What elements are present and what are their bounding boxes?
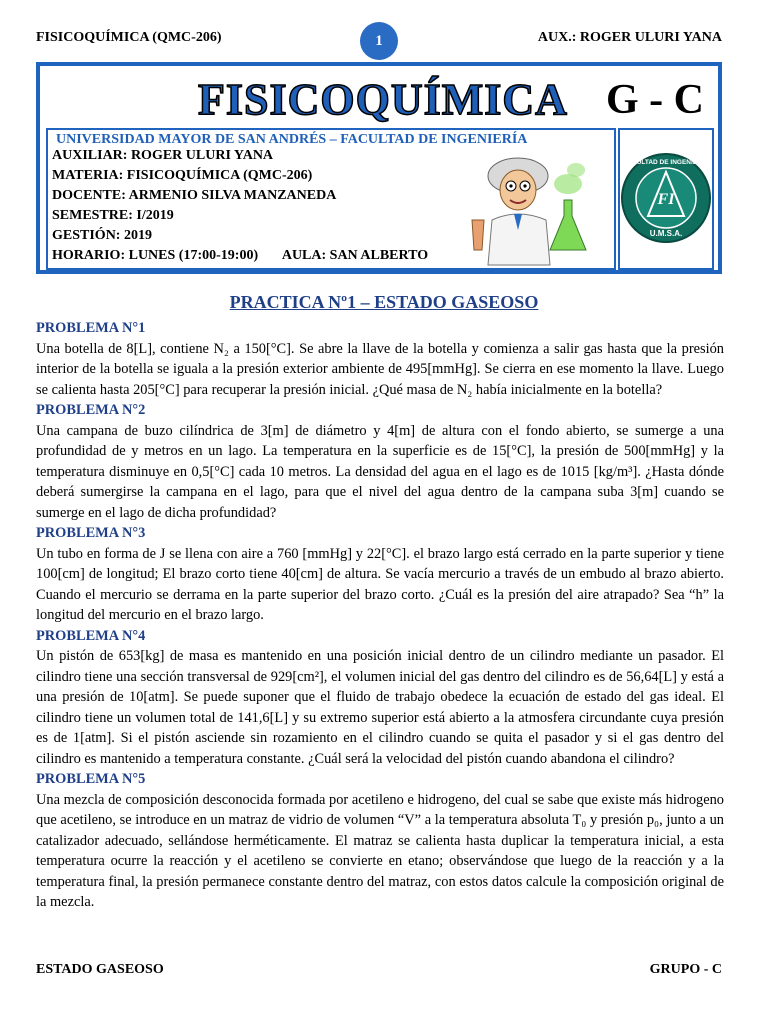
banner-group: G - C <box>606 77 704 123</box>
svg-text:FI: FI <box>657 191 675 208</box>
problems-section <box>36 318 724 913</box>
info-horario: HORARIO: LUNES (17:00-19:00) AULA: SAN ALBERTO <box>52 248 429 263</box>
problem-text: Una botella de 8[L], contiene N₂ a 150[°C]. Se abre la llave de la botella y comienza a salir gas hasta que la presión interior de la botella se iguala a la presión exterior ambiente de 495[mmHg]. Se cierra en ese momento la llave. Luego se calienta hasta 205[°C] para recuperar la presión inicial. ¿Qué masa de N₂ había inicialmente en la botella? <box>36 340 724 398</box>
info-materia: MATERIA: FISICOQUÍMICA (QMC-206) <box>52 168 313 183</box>
problem-heading: PROBLEMA N°3 <box>36 525 146 541</box>
faculty-emblem-box <box>618 128 714 270</box>
svg-text:U.M.S.A.: U.M.S.A. <box>649 229 683 238</box>
problem-text: Un pistón de 653[kg] de masa es mantenido en una posición inicial dentro de un cilindro mediante un pasador. El cilindro tiene una sección transversal de 929[cm²], el volumen inicial del gas dentro del cilindro es de 56,64[L] y está a una presión de 10[atm]. Se puede suponer que el fluido de trabajo obedece la ecuación de estado del gas ideal. El cilindro tiene un volumen total de 141,6[L] y su extremo superior está abierto a la atmosfera circundante cuya presión es de 1[atm]. Si el pistón asciende sin rozamiento en el cilindro cuando se quita el pasador y si el gas dentro del cilindro es mantenido a temperatura constante. ¿Cuál será la velocidad del pistón cuando abandona el cilindro? <box>36 648 724 767</box>
course-info-box <box>46 128 616 270</box>
problem-text: Una mezcla de composición desconocida formada por acetileno e hidrogeno, del cual se sabe que existe más hidrogeno que acetileno, se introduce en un matraz de vidrio de volumen “V” a la temperatura absoluta T₀ y presión p₀, junto a un catalizador adecuado, sellándose herméticamente. El matraz se calienta hasta duplicar la temperatura inicial, a esta temperatura ocurre la reacción y el acetileno se convierte en etano; observándose que luego de la reacción y a la temperatura final, la presión permanece constante dentro del matraz, con estos datos calcule la composición original de la mezcla. <box>36 791 724 910</box>
header-course: FISICOQUÍMICA (QMC-206) <box>36 30 222 45</box>
problem-heading: PROBLEMA N°4 <box>36 627 146 644</box>
svg-text:FACULTAD DE INGENIERIA: FACULTAD DE INGENIERIA <box>623 159 709 166</box>
banner-title-row <box>40 70 718 128</box>
practice-title: PRACTICA Nº1 – ESTADO GASEOSO <box>229 292 539 312</box>
problem-heading: PROBLEMA N°5 <box>36 771 146 787</box>
problem-5 <box>36 769 724 913</box>
banner-title: FISICOQUÍMICA <box>198 75 568 124</box>
faculty-seal-logo <box>620 130 712 268</box>
problem-4 <box>36 626 724 770</box>
info-auxiliar: AUXILIAR: ROGER ULURI YANA <box>52 148 274 163</box>
problem-heading: PROBLEMA N°2 <box>36 402 146 418</box>
header-auxiliar: AUX.: ROGER ULURI YANA <box>537 30 722 45</box>
problem-1 <box>36 318 724 400</box>
problem-2 <box>36 400 724 523</box>
info-gestion: GESTIÓN: 2019 <box>52 228 152 243</box>
footer-topic: ESTADO GASEOSO <box>36 962 164 977</box>
problem-text: Un tubo en forma de J se llena con aire a 760 [mmHg] y 22[°C]. el brazo largo está cerrado en la parte superior y tiene 100[cm] de longitud; El brazo corto tiene 40[cm] de altura. Se vacía mercurio a través de un embudo al brazo abierto. Cuando el mercurio se derrama en la parte superior del brazo corto. ¿Cuál es la presión del aire atrapado? Sea “h” la longitud del mercurio en el brazo largo. <box>36 545 724 623</box>
info-semestre: SEMESTRE: I/2019 <box>52 208 174 223</box>
problem-heading: PROBLEMA N°1 <box>36 320 146 336</box>
info-docente: DOCENTE: ARMENIO SILVA MANZANEDA <box>52 188 337 203</box>
footer-group: GRUPO - C <box>649 962 722 977</box>
university-name: UNIVERSIDAD MAYOR DE SAN ANDRÉS – FACULTAD DE INGENIERÍA <box>56 132 528 147</box>
title-banner <box>36 62 722 274</box>
scientist-illustration <box>468 150 608 270</box>
page-number-badge: 1 <box>360 22 398 60</box>
problem-3 <box>36 523 724 626</box>
problem-text: Una campana de buzo cilíndrica de 3[m] de diámetro y 4[m] de altura con el fondo abierto, se sumerge a una profundidad de y metros en un lago. La temperatura en la superficie es de 15[°C], la presión de 500[mmHg] y la temperatura disminuye en 0,5[°C] cada 10 metros. La densidad del agua en el lago es de 1015 [kg/m³]. ¿Hasta dónde deberá sumergirse la campana en el lago, para que el nivel del agua dentro de la campana suba 3[m] cuando se sumerge en el lago de dicha profundidad? <box>36 422 724 521</box>
